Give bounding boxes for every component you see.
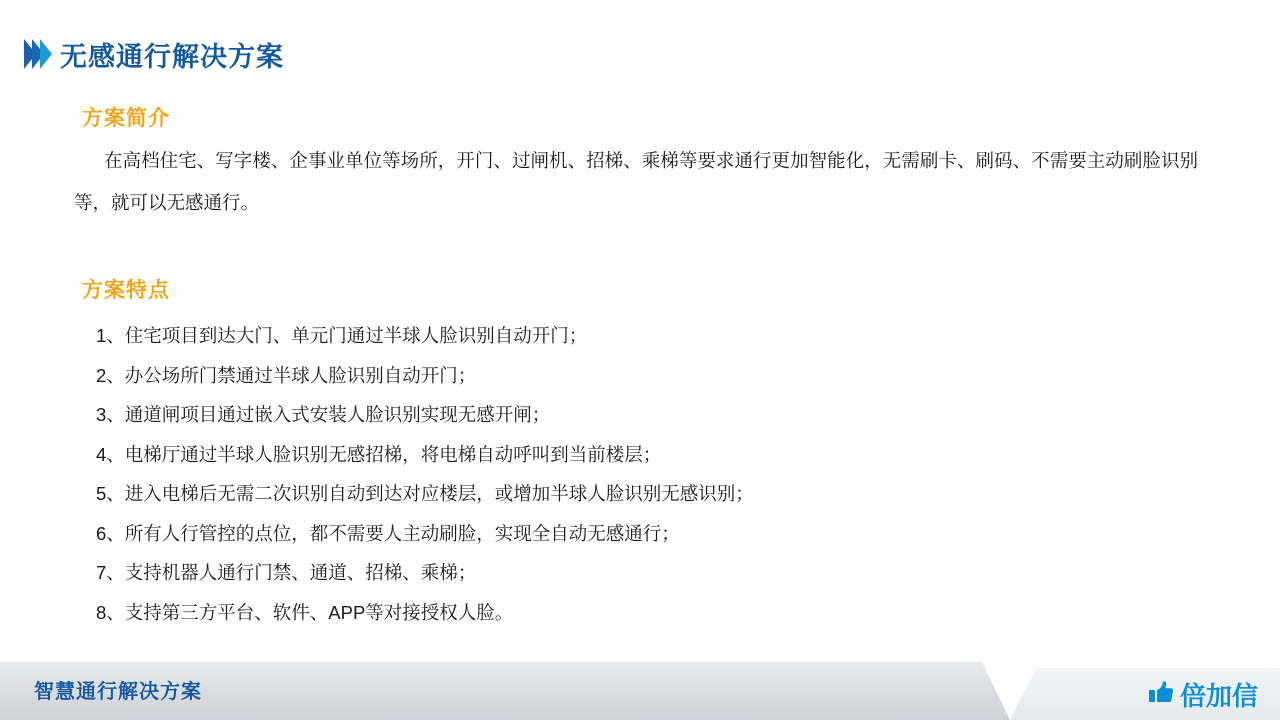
list-item: 1、住宅项目到达大门、单元门通过半球人脸识别自动开门；: [96, 325, 588, 346]
brand-name: 倍加信: [1179, 681, 1258, 711]
page-title: 无感通行解决方案: [60, 41, 284, 72]
slide-title-row: [24, 33, 284, 75]
list-item: 5、进入电梯后无需二次识别自动到达对应楼层，或增加半球人脸识别无感识别；: [96, 483, 754, 504]
list-item: 2、办公场所门禁通过半球人脸识别自动开门；: [96, 364, 477, 386]
intro-paragraph: 在高档住宅、写字楼、企事业单位等场所，开门、过闸机、招梯、乘梯等要求通行更加智能化，无需刷卡、刷码、不需要主动刷脸识别等，就可以无感通行。: [74, 150, 1198, 213]
list-item: 6、所有人行管控的点位，都不需要人主动刷脸，实现全自动无感通行；: [96, 522, 680, 544]
slide-footer: [0, 658, 1280, 720]
triple-chevron-icon: [24, 39, 48, 69]
brand-logo: [1148, 676, 1258, 713]
section-heading-intro: 方案简介: [82, 107, 170, 130]
footer-label: 智慧通行解决方案: [34, 681, 202, 703]
thumbs-up-icon: [1148, 680, 1174, 709]
list-item: 4、电梯厅通过半球人脸识别无感招梯，将电梯自动呼叫到当前楼层；: [96, 443, 662, 465]
list-item: 3、通道闸项目通过嵌入式安装人脸识别实现无感开闸；: [96, 404, 551, 425]
list-item: 8、支持第三方平台、软件、APP等对接授权人脸。: [96, 601, 514, 623]
section-heading-features: 方案特点: [82, 279, 170, 302]
feature-list: [96, 316, 1206, 632]
list-item: 7、支持机器人通行门禁、通道、招梯、乘梯；: [96, 562, 477, 583]
